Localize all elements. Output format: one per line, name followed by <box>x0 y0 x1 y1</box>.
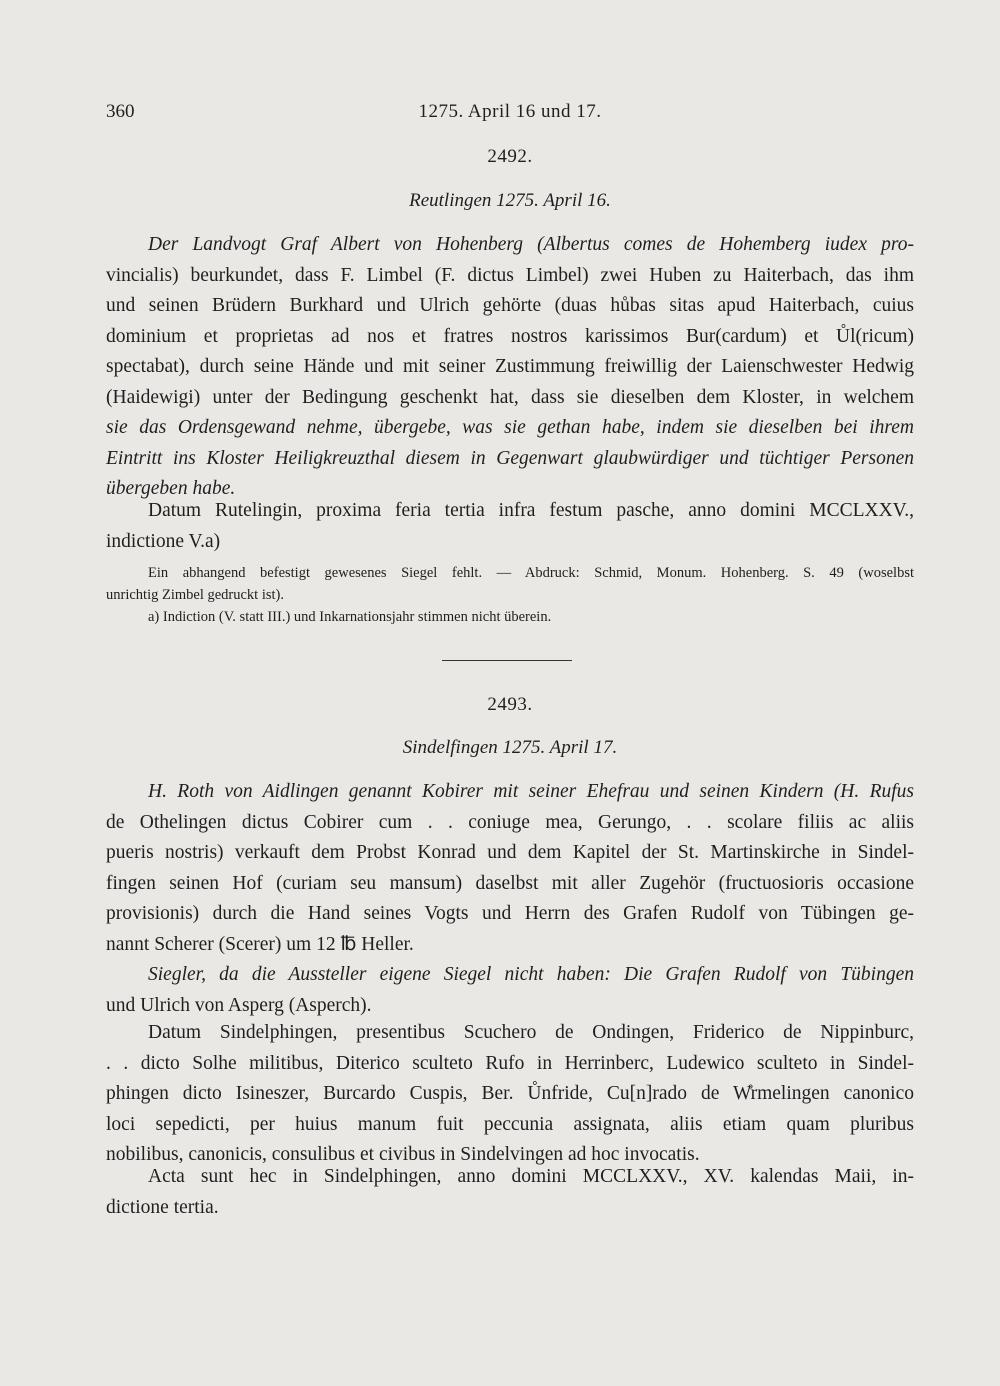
place-date: Sindelfingen 1275. April 17. <box>402 737 618 758</box>
acta-clause <box>106 1162 914 1223</box>
datum-clause <box>106 496 914 557</box>
page-number: 360 <box>106 101 135 122</box>
footnote-line: a) Indiction (V. statt III.) und Inkarnationsjahr stimmen nicht überein. <box>148 609 552 625</box>
datum-line: loci sepedicti, per huius manum fuit peccunia assignata, aliis etiam quam pluribus <box>106 1113 914 1135</box>
running-head: 1275. April 16 und 17. <box>418 101 602 122</box>
datum-line: phingen dicto Isineszer, Burcardo Cuspis, Ber. Ůnfride, Cu[n]rado de W̊rmelingen canonico <box>106 1083 914 1104</box>
page-header <box>106 101 914 131</box>
summary-line: dominium et proprietas ad nos et fratres nostros karissimos Bur(cardum) et Ůl(ricum) <box>106 325 914 347</box>
summary-line: nannt Scherer (Scerer) um 12 ℔ Heller. <box>106 933 414 955</box>
siegler-line: und Ulrich von Asperg (Asperch). <box>106 994 372 1016</box>
document-number: 2493. <box>487 694 533 715</box>
summary-line: übergeben habe. <box>106 478 236 499</box>
summary-line: Der Landvogt Graf Albert von Hohenberg (Albertus comes de Hohemberg iudex pro- <box>148 234 914 255</box>
document-summary <box>106 777 914 960</box>
note-line: Ein abhangend befestigt gewesenes Siegel fehlt. — Abdruck: Schmid, Monum. Hohenberg. S. 49 (woselbst <box>148 565 914 581</box>
summary-line: pueris nostris) verkauft dem Probst Konrad und dem Kapitel der St. Martinskirche in Sindel- <box>106 842 914 863</box>
summary-line: und seinen Brüdern Burkhard und Ulrich gehörte (duas hůbas sitas apud Haiterbach, cuius <box>106 295 914 316</box>
siegler-clause <box>106 960 914 1021</box>
document-summary <box>106 230 914 505</box>
summary-line: sie das Ordensgewand nehme, übergebe, was sie gethan habe, indem sie dieselben bei ihrem <box>106 417 914 438</box>
datum-line: Datum Rutelingin, proxima feria tertia infra festum pasche, anno domini MCCLXXV., <box>148 500 914 521</box>
note-line: unrichtig Zimbel gedruckt ist). <box>106 587 284 603</box>
siegler-line: Siegler, da die Aussteller eigene Siegel nicht haben: Die Grafen Rudolf von Tübingen <box>148 964 914 985</box>
datum-clause <box>106 1018 914 1171</box>
summary-line: provisionis) durch die Hand seines Vogts und Herrn des Grafen Rudolf von Tübingen ge- <box>106 903 914 924</box>
summary-line: Eintritt ins Kloster Heiligkreuzthal diesem in Gegenwart glaubwürdiger und tüchtiger Personen <box>106 447 914 469</box>
section-divider <box>442 660 572 661</box>
summary-line: (Haidewigi) unter der Bedingung geschenkt hat, dass sie dieselben dem Kloster, in welchem <box>106 386 914 408</box>
editorial-notes <box>106 562 914 628</box>
datum-line: indictione V.a) <box>106 530 221 552</box>
place-date: Reutlingen 1275. April 16. <box>409 190 611 211</box>
datum-line: . . dicto Solhe militibus, Diterico sculteto Rufo in Herrinberc, Ludewico sculteto in Sindel- <box>106 1052 914 1074</box>
acta-line: Acta sunt hec in Sindelphingen, anno domini MCCLXXV., XV. kalendas Maii, in- <box>148 1166 914 1187</box>
document-number: 2492. <box>487 146 533 167</box>
summary-line: spectabat), durch seine Hände und mit seiner Zustimmung freiwillig der Laienschwester Hedwig <box>106 356 914 377</box>
summary-line: de Othelingen dictus Cobirer cum . . coniuge mea, Gerungo, . . scolare filiis ac aliis <box>106 811 914 833</box>
datum-line: Datum Sindelphingen, presentibus Scuchero de Ondingen, Friderico de Nippinburc, <box>148 1022 914 1043</box>
summary-line: H. Roth von Aidlingen genannt Kobirer mit seiner Ehefrau und seinen Kindern (H. Rufus <box>148 781 914 802</box>
acta-line: dictione tertia. <box>106 1196 219 1218</box>
summary-line: fingen seinen Hof (curiam seu mansum) daselbst mit aller Zugehör (fructuosioris occasione <box>106 872 914 894</box>
datum-line: nobilibus, canonicis, consulibus et civibus in Sindelvingen ad hoc invocatis. <box>106 1144 700 1165</box>
summary-line: vincialis) beurkundet, dass F. Limbel (F. dictus Limbel) zwei Huben zu Haiterbach, das ihm <box>106 264 914 286</box>
